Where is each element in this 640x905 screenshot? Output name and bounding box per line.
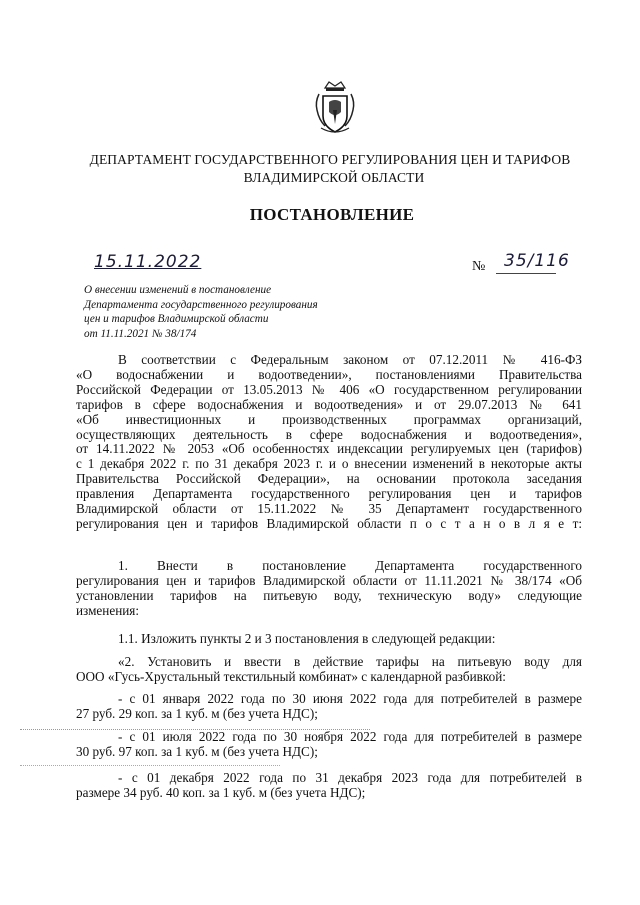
text-line: «2. Установить и ввести в действие тарифы на питьевую воду для [118,654,582,669]
text-line: - с 01 января 2022 года по 30 июня 2022 года для потребителей в размере [118,691,582,706]
text-line: размере 34 руб. 40 коп. за 1 куб. м (без учета НДС); [76,784,366,800]
document-date: 15.11.2022 [94,252,202,272]
text-line: 27 руб. 29 коп. за 1 куб. м (без учета НДС); [76,705,318,721]
text-line: «Об инвестиционных и производственных программах организаций, [76,411,582,427]
text-line: от 14.11.2022 № 2053 «Об особенностях индексации регулируемых цен (тарифов) [76,441,582,457]
text-line: - с 01 декабря 2022 года по 31 декабря 2023 года для потребителей в [118,770,582,785]
text-line: ООО «Гусь-Хрустальный текстильный комбинат» с календарной разбивкой: [76,668,506,684]
text-line: установлении тарифов на питьевую воду, техническую воду» следующие [76,587,582,603]
text-line: осуществляющих деятельность в сфере водоснабжения и водоотведения», [76,426,582,442]
text-line: 30 руб. 97 коп. за 1 куб. м (без учета НДС); [76,743,318,759]
text-line: регулирования цен и тарифов Владимирской области от 11.11.2021 № 38/174 «Об [76,572,582,588]
department-name: ДЕПАРТАМЕНТ ГОСУДАРСТВЕННОГО РЕГУЛИРОВАНИЯ ЦЕН И ТАРИФОВ [89,152,571,167]
subject-line: от 11.11.2021 № 38/174 [84,327,197,340]
text-line: В соответствии с Федеральным законом от 07.12.2011 № 416-ФЗ [118,352,582,367]
subject-line: Департамента государственного регулирования [84,298,318,311]
scan-artifact-line [20,765,280,766]
tariff-period-2 [76,730,582,760]
document-type-title: ПОСТАНОВЛЕНИЕ [249,205,415,224]
text-line: 1. Внести в постановление Департамента государственного [118,558,582,573]
department-region: ВЛАДИМИРСКОЙ ОБЛАСТИ [243,170,425,185]
text-line: 1.1. Изложить пункты 2 и 3 постановления в следующей редакции: [118,631,496,646]
tariff-period-1 [76,692,582,722]
number-underline [496,273,556,274]
number-label: № [472,259,486,274]
tariff-period-3 [76,771,582,801]
text-line: Правительства Российской Федерации», на основании протокола заседания [76,471,582,487]
item-1-paragraph [76,559,582,619]
text-line: с 1 декабря 2022 г. по 31 декабря 2023 г. и о внесении изменений в некоторые акты [76,456,582,472]
subject-line: цен и тарифов Владимирской области [84,313,269,325]
text-line: изменения: [76,602,140,618]
text-line: регулирования цен и тарифов Владимирской области п о с т а н о в л я е т: [76,515,582,531]
subject-line: О внесении изменений в постановление [84,284,272,296]
preamble-paragraph [76,353,582,532]
text-line: правления Департамента государственного регулирования цен и тарифов [76,486,582,502]
document-number: 35/116 [504,251,570,271]
text-line: тарифов в сфере водоснабжения и водоотведения» и от 29.07.2013 № 641 [76,396,582,412]
item-2-paragraph [76,655,582,685]
text-line: - с 01 июля 2022 года по 30 ноября 2022 года для потребителей в размере [118,729,582,744]
text-line: «О водоснабжении и водоотведении», постановлениями Правительства [76,366,582,382]
text-line: Российской Федерации от 13.05.2013 № 406 «О государственном регулировании [76,381,582,397]
coat-of-arms-icon [313,80,357,136]
item-1-1-paragraph [76,632,582,647]
text-line: Владимирской области от 15.11.2022 № 35 Департамент государственного [76,501,582,517]
document-subject [84,283,318,341]
